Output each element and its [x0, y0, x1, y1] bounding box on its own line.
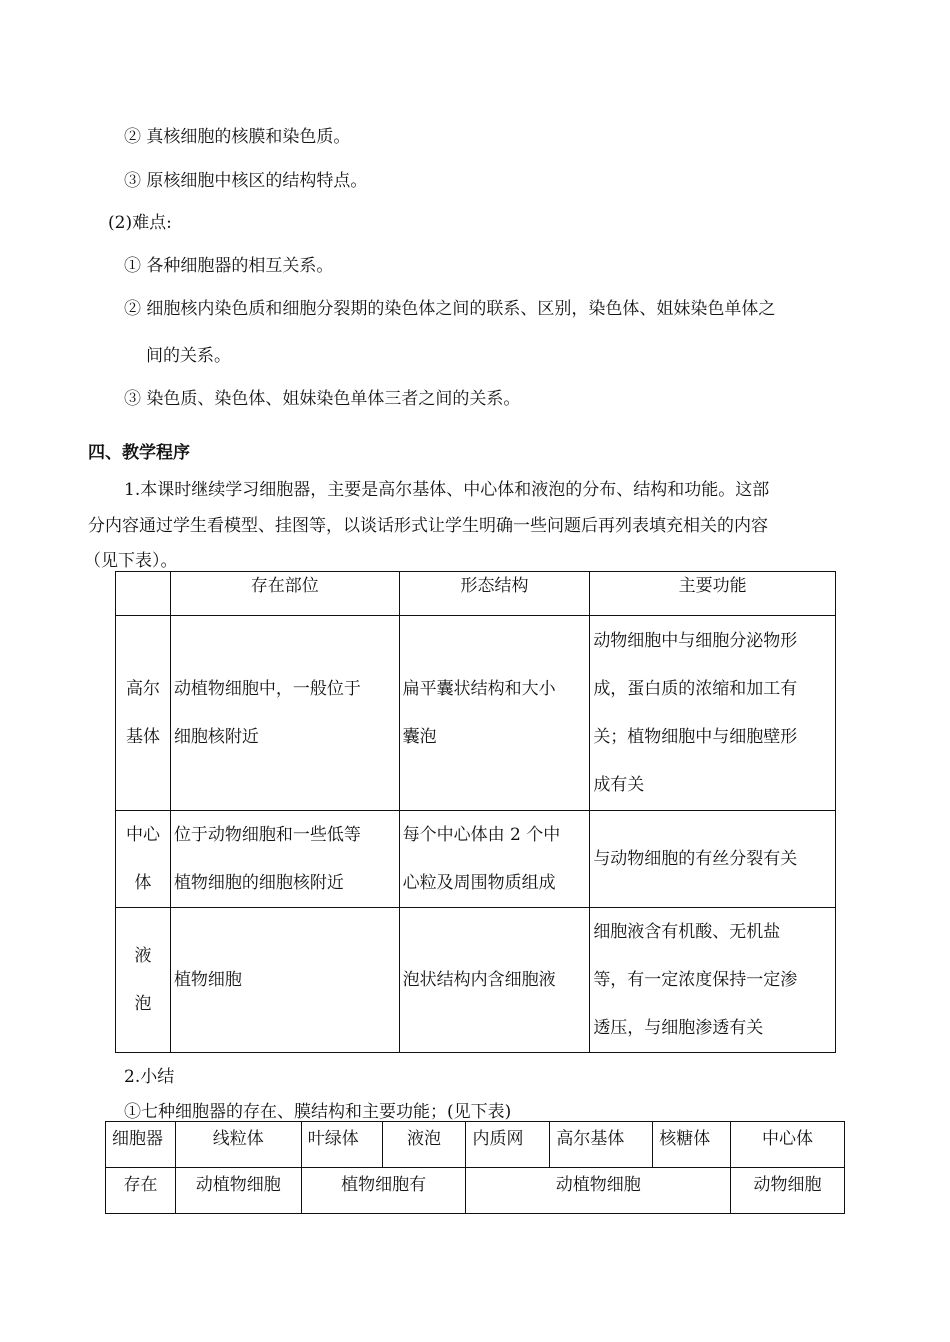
cell-line: 植物细胞的细胞核附近: [173, 873, 344, 893]
cell-line: 心粒及周围物质组成: [402, 873, 556, 893]
cell-line: 体: [134, 873, 152, 893]
table-cell: [170, 616, 399, 811]
cell-line: 等，有一定浓度保持一定渗: [593, 970, 798, 990]
cell-line: 动植物细胞中，一般位于: [173, 679, 361, 699]
cell-line: 基体: [125, 727, 160, 747]
table-cell: [590, 616, 836, 811]
table-header-cell: 主要功能: [590, 572, 836, 616]
table-cell: [170, 908, 399, 1053]
table-header-cell: 内质网: [466, 1122, 550, 1168]
table-row: [116, 908, 836, 1053]
table-cell: [399, 908, 590, 1053]
cell-line: 植物细胞: [173, 970, 242, 990]
cell-line: 透压，与细胞渗透有关: [593, 1018, 764, 1038]
cell-line: 细胞液含有机酸、无机盐: [593, 922, 781, 942]
table-header-cell: 中心体: [731, 1122, 845, 1168]
table-row: [106, 1168, 845, 1214]
table-header-cell: 液泡: [382, 1122, 466, 1168]
table-cell: 动植物细胞: [175, 1168, 301, 1214]
cell-line: 位于动物细胞和一些低等: [173, 825, 361, 845]
table-header-cell: 存在部位: [170, 572, 399, 616]
table-cell: 植物细胞有: [301, 1168, 466, 1214]
cell-line: 泡状结构内含细胞液: [402, 970, 556, 990]
focus-item-2: ② 真核细胞的核膜和染色质。: [124, 127, 351, 147]
difficulty-item-3: ③ 染色质、染色体、姐妹染色单体三者之间的关系。: [124, 389, 521, 409]
table-header-cell: 线粒体: [175, 1122, 301, 1168]
difficulty-heading: (2)难点:: [108, 213, 172, 233]
cell-line: 中心: [125, 825, 160, 845]
table-cell: [590, 811, 836, 908]
table-header-cell: [116, 572, 171, 616]
summary-subheading: ①七种细胞器的存在、膜结构和主要功能；(见下表): [124, 1102, 512, 1122]
table-cell: [116, 908, 171, 1053]
table-cell: [116, 616, 171, 811]
table-row: [116, 811, 836, 908]
table-cell: 动植物细胞: [466, 1168, 731, 1214]
table-cell: [399, 811, 590, 908]
cell-line: 成，蛋白质的浓缩和加工有: [593, 679, 798, 699]
table-cell: 动物细胞: [731, 1168, 845, 1214]
table-row: [116, 616, 836, 811]
difficulty-item-2-line-1: ② 细胞核内染色质和细胞分裂期的染色体之间的联系、区别，染色体、姐妹染色单体之: [124, 299, 776, 319]
summary-table: [105, 1121, 845, 1214]
table-cell: [116, 811, 171, 908]
summary-heading: 2.小结: [124, 1067, 175, 1087]
cell-line: 成有关: [593, 775, 645, 795]
table-header-cell: 高尔基体: [550, 1122, 653, 1168]
table-cell: 存在: [106, 1168, 176, 1214]
cell-line: 动物细胞中与细胞分泌物形: [593, 631, 798, 651]
focus-item-3: ③ 原核细胞中核区的结构特点。: [124, 171, 368, 191]
table-cell: [399, 616, 590, 811]
difficulty-item-2-line-2: 间的关系。: [146, 346, 231, 366]
cell-line: 囊泡: [402, 727, 437, 747]
table-header-cell: 核糖体: [653, 1122, 731, 1168]
organelle-table: [115, 571, 836, 1053]
table-header-row: [116, 572, 836, 616]
cell-line: 与动物细胞的有丝分裂有关: [593, 849, 798, 869]
difficulty-item-1: ① 各种细胞器的相互关系。: [124, 256, 334, 276]
cell-line: 细胞核附近: [173, 727, 259, 747]
cell-line: 液: [134, 946, 152, 966]
table-cell: [170, 811, 399, 908]
cell-line: 每个中心体由 2 个中: [402, 825, 561, 845]
table-header-cell: 细胞器: [106, 1122, 176, 1168]
cell-line: 高尔: [125, 679, 160, 699]
paragraph-line-1: 1.本课时继续学习细胞器，主要是高尔基体、中心体和液泡的分布、结构和功能。这部: [124, 480, 770, 500]
paragraph-line-3: （见下表）。: [84, 551, 178, 571]
cell-line: 扁平囊状结构和大小: [402, 679, 556, 699]
cell-line: 关；植物细胞中与细胞壁形: [593, 727, 798, 747]
cell-line: 泡: [134, 994, 152, 1014]
table-header-cell: 叶绿体: [301, 1122, 382, 1168]
table-cell: [590, 908, 836, 1053]
paragraph-line-2: 分内容通过学生看模型、挂图等，以谈话形式让学生明确一些问题后再列表填充相关的内容: [88, 516, 768, 536]
table-header-row: [106, 1122, 845, 1168]
section-heading: 四、教学程序: [88, 443, 190, 463]
table-header-cell: 形态结构: [399, 572, 590, 616]
